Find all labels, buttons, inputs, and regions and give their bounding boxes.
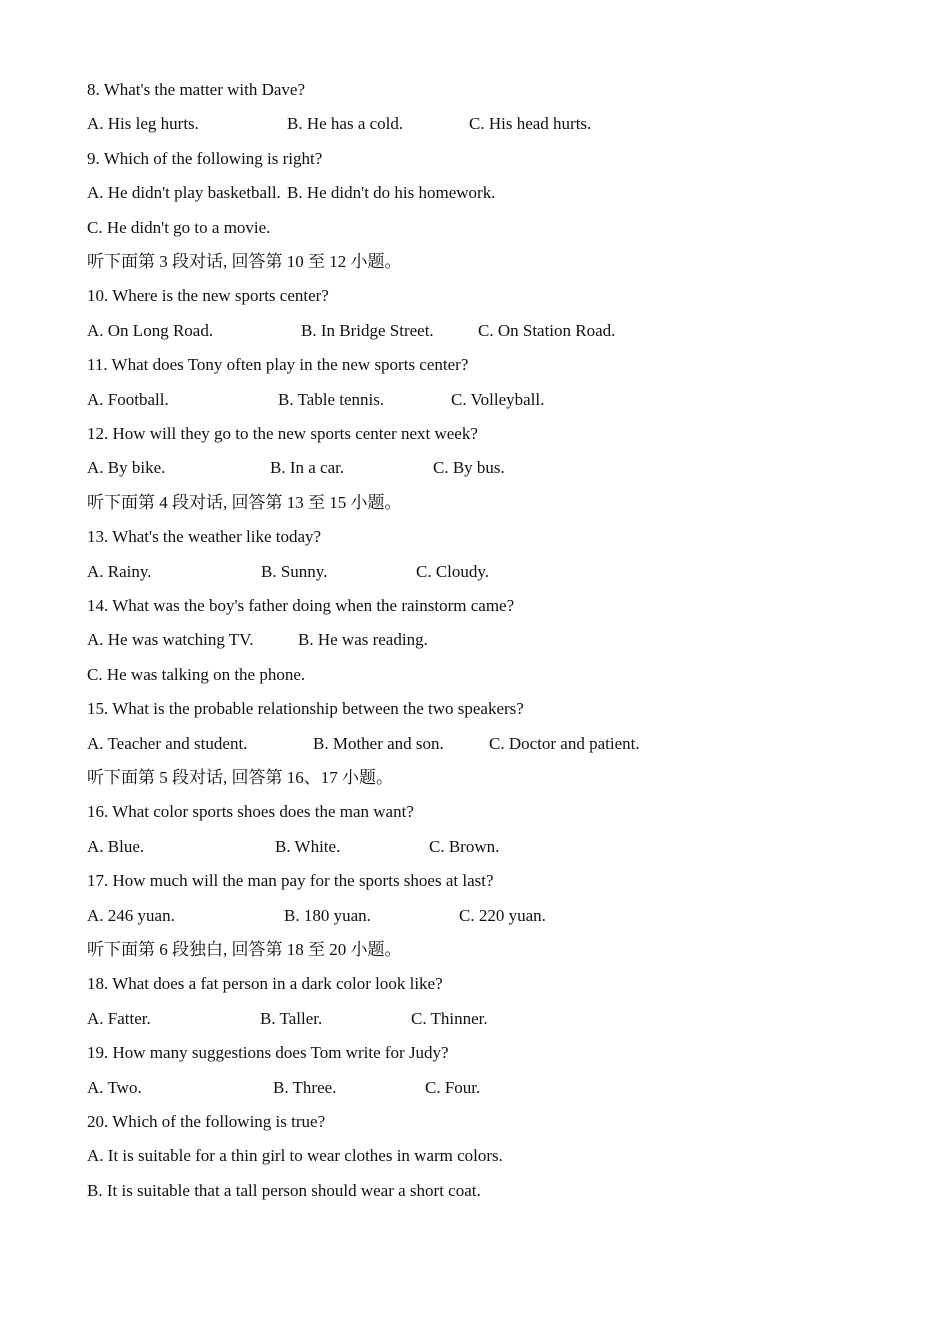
question-text: 19. How many suggestions does Tom write for Judy? — [87, 1043, 449, 1062]
answer-option: A. His leg hurts. — [87, 114, 199, 133]
answer-option: A. He didn't play basketball. — [87, 183, 281, 202]
answer-option: C. His head hurts. — [469, 114, 592, 133]
answer-option: C. On Station Road. — [478, 321, 616, 340]
answer-option: B. In a car. — [270, 458, 345, 477]
answer-option: A. Rainy. — [87, 562, 152, 581]
section-instruction: 听下面第 5 段对话, 回答第 16、17 小题。 — [87, 768, 393, 787]
question-text: 17. How much will the man pay for the sports shoes at last? — [87, 871, 494, 890]
answer-option: C. Cloudy. — [416, 562, 490, 581]
question-text: 10. Where is the new sports center? — [87, 286, 329, 305]
answer-option: C. Volleyball. — [451, 390, 545, 409]
answer-option: B. He didn't do his homework. — [287, 183, 496, 202]
answer-option: A. Football. — [87, 390, 169, 409]
answer-option: A. Blue. — [87, 837, 145, 856]
answer-option: A. He was watching TV. — [87, 630, 254, 649]
question-text: 8. What's the matter with Dave? — [87, 80, 306, 99]
answer-option: C. Brown. — [429, 837, 500, 856]
question-text: 18. What does a fat person in a dark color look like? — [87, 974, 443, 993]
answer-option: C. Doctor and patient. — [489, 734, 640, 753]
answer-option: C. He didn't go to a movie. — [87, 218, 271, 237]
answer-option: B. 180 yuan. — [284, 906, 371, 925]
question-text: 11. What does Tony often play in the new sports center? — [87, 355, 469, 374]
answer-option: B. In Bridge Street. — [301, 321, 434, 340]
answer-option: A. It is suitable for a thin girl to wear clothes in warm colors. — [87, 1146, 503, 1165]
answer-option: C. 220 yuan. — [459, 906, 546, 925]
answer-option: C. Four. — [425, 1078, 481, 1097]
answer-option: A. On Long Road. — [87, 321, 214, 340]
section-instruction: 听下面第 6 段独白, 回答第 18 至 20 小题。 — [87, 940, 402, 959]
answer-option: B. Mother and son. — [313, 734, 444, 753]
question-text: 9. Which of the following is right? — [87, 149, 323, 168]
question-text: 16. What color sports shoes does the man want? — [87, 802, 414, 821]
answer-option: B. He was reading. — [298, 630, 428, 649]
answer-option: C. He was talking on the phone. — [87, 665, 306, 684]
section-instruction: 听下面第 3 段对话, 回答第 10 至 12 小题。 — [87, 252, 402, 271]
answer-option: B. Three. — [273, 1078, 337, 1097]
question-text: 12. How will they go to the new sports center next week? — [87, 424, 478, 443]
answer-option: B. White. — [275, 837, 341, 856]
answer-option: B. Taller. — [260, 1009, 323, 1028]
answer-option: B. Sunny. — [261, 562, 328, 581]
section-instruction: 听下面第 4 段对话, 回答第 13 至 15 小题。 — [87, 493, 402, 512]
answer-option: C. By bus. — [433, 458, 505, 477]
answer-option: B. It is suitable that a tall person should wear a short coat. — [87, 1181, 481, 1200]
answer-option: A. 246 yuan. — [87, 906, 175, 925]
answer-option: A. Two. — [87, 1078, 142, 1097]
question-text: 20. Which of the following is true? — [87, 1112, 326, 1131]
question-text: 15. What is the probable relationship between the two speakers? — [87, 699, 524, 718]
question-text: 14. What was the boy's father doing when the rainstorm came? — [87, 596, 515, 615]
answer-option: B. He has a cold. — [287, 114, 404, 133]
answer-option: B. Table tennis. — [278, 390, 385, 409]
answer-option: A. By bike. — [87, 458, 166, 477]
answer-option: A. Fatter. — [87, 1009, 151, 1028]
answer-option: A. Teacher and student. — [87, 734, 248, 753]
question-text: 13. What's the weather like today? — [87, 527, 322, 546]
answer-option: C. Thinner. — [411, 1009, 488, 1028]
